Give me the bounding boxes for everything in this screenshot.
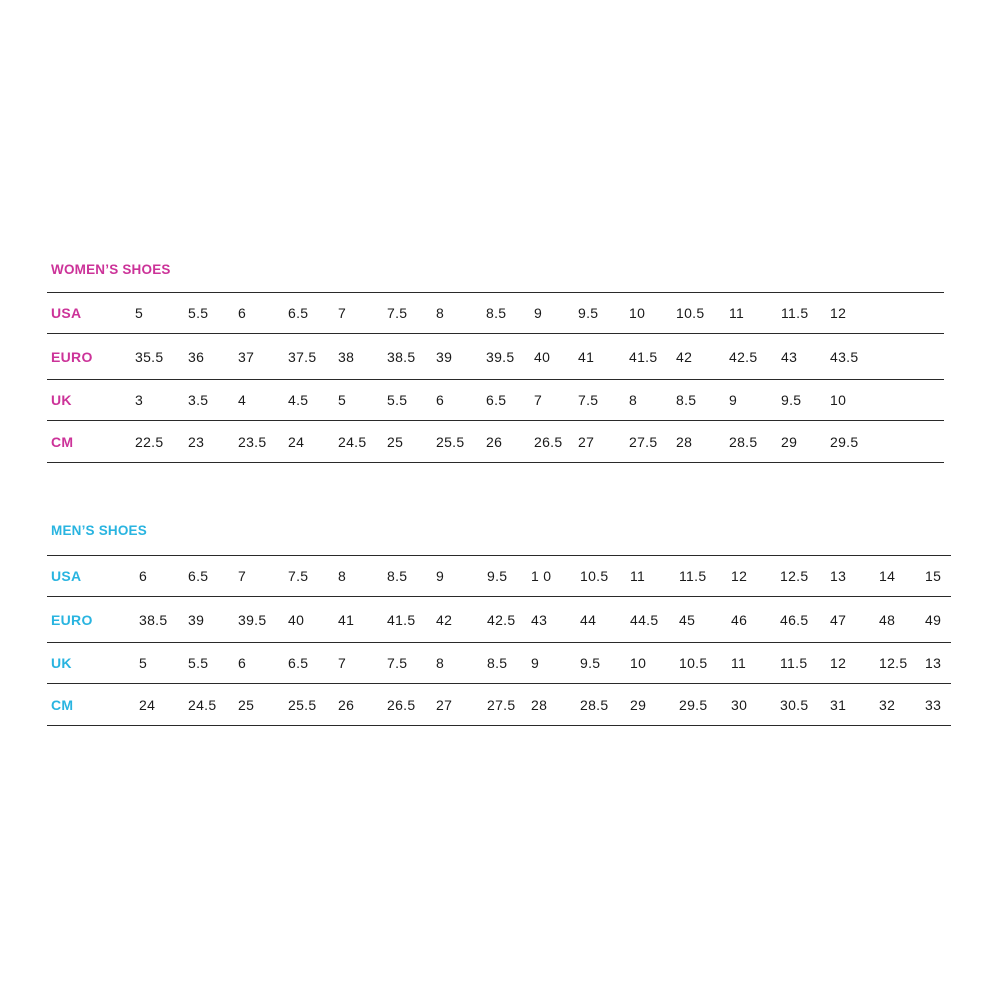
women-row-euro	[47, 333, 944, 379]
size-cell: 42	[436, 611, 453, 628]
size-cell: 29	[781, 433, 798, 450]
size-cell: 42.5	[487, 611, 516, 628]
size-cell: 5.5	[188, 305, 209, 321]
men-size-table	[47, 555, 951, 726]
size-cell: 6.5	[486, 392, 507, 408]
size-cell: 37	[238, 348, 255, 365]
size-cell: 11.5	[781, 305, 809, 321]
size-cell: 32	[879, 696, 896, 713]
size-cell: 46	[731, 611, 748, 628]
row-label: CM	[51, 696, 74, 713]
size-cell: 9	[531, 655, 540, 671]
size-cell: 9	[436, 568, 445, 584]
size-cell: 27	[436, 696, 453, 713]
size-cell: 22.5	[135, 433, 164, 450]
size-cell: 13	[925, 655, 942, 671]
size-cell: 7	[338, 305, 347, 321]
size-cell: 9	[534, 305, 543, 321]
size-cell: 8	[629, 392, 638, 408]
size-cell: 10	[630, 655, 647, 671]
size-cell: 43	[781, 348, 798, 365]
size-cell: 5	[338, 392, 347, 408]
size-cell: 11	[630, 568, 646, 584]
women-row-usa	[47, 292, 944, 333]
size-cell: 28.5	[580, 696, 609, 713]
size-cell: 38.5	[387, 348, 416, 365]
size-cell: 10.5	[580, 568, 609, 584]
size-cell: 6.5	[288, 655, 309, 671]
size-cell: 7.5	[578, 392, 599, 408]
size-cell: 11	[729, 305, 745, 321]
size-cell: 41	[338, 611, 355, 628]
size-cell: 8.5	[486, 305, 507, 321]
size-cell: 39	[436, 348, 453, 365]
men-row-uk	[47, 642, 951, 683]
size-cell: 7	[338, 655, 347, 671]
size-cell: 3.5	[188, 392, 209, 408]
size-cell: 42	[676, 348, 693, 365]
size-cell: 9.5	[487, 568, 508, 584]
row-label: UK	[51, 392, 72, 408]
size-cell: 41.5	[629, 348, 658, 365]
size-cell: 12.5	[879, 655, 908, 671]
size-cell: 11	[731, 655, 747, 671]
size-cell: 8.5	[676, 392, 697, 408]
size-cell: 27	[578, 433, 595, 450]
size-cell: 6	[139, 568, 148, 584]
size-cell: 4	[238, 392, 247, 408]
size-cell: 36	[188, 348, 205, 365]
size-cell: 43	[531, 611, 548, 628]
men-section-title: MEN’S SHOES	[51, 523, 147, 538]
women-row-uk	[47, 379, 944, 420]
size-cell: 24.5	[188, 696, 217, 713]
size-cell: 41.5	[387, 611, 416, 628]
size-cell: 5.5	[188, 655, 209, 671]
size-cell: 6.5	[188, 568, 209, 584]
size-cell: 31	[830, 696, 847, 713]
women-size-table	[47, 292, 944, 463]
size-cell: 7.5	[387, 655, 408, 671]
size-cell: 8	[436, 305, 445, 321]
row-label: USA	[51, 568, 82, 584]
size-cell: 4.5	[288, 392, 309, 408]
size-cell: 42.5	[729, 348, 758, 365]
size-cell: 38.5	[139, 611, 168, 628]
size-cell: 29	[630, 696, 647, 713]
size-cell: 6.5	[288, 305, 309, 321]
size-cell: 8.5	[487, 655, 508, 671]
size-cell: 5	[139, 655, 148, 671]
size-cell: 7	[534, 392, 543, 408]
size-cell: 10.5	[676, 305, 705, 321]
size-cell: 27.5	[629, 433, 658, 450]
size-cell: 26	[486, 433, 503, 450]
row-label: USA	[51, 305, 82, 321]
men-row-cm	[47, 683, 951, 726]
size-cell: 5	[135, 305, 144, 321]
size-cell: 41	[578, 348, 595, 365]
size-cell: 39	[188, 611, 205, 628]
size-cell: 25	[387, 433, 404, 450]
size-cell: 12	[830, 305, 847, 321]
size-cell: 10	[830, 392, 847, 408]
size-cell: 29.5	[830, 433, 859, 450]
size-cell: 40	[288, 611, 305, 628]
size-cell: 37.5	[288, 348, 317, 365]
men-row-usa	[47, 555, 951, 596]
size-cell: 39.5	[486, 348, 515, 365]
row-label: UK	[51, 655, 72, 671]
size-cell: 25	[238, 696, 255, 713]
size-cell: 28	[676, 433, 693, 450]
size-cell: 23	[188, 433, 205, 450]
size-cell: 44	[580, 611, 597, 628]
size-cell: 6	[238, 655, 247, 671]
size-cell: 48	[879, 611, 896, 628]
size-cell: 9.5	[781, 392, 802, 408]
size-cell: 40	[534, 348, 551, 365]
size-cell: 28.5	[729, 433, 758, 450]
size-cell: 47	[830, 611, 847, 628]
size-cell: 29.5	[679, 696, 708, 713]
size-cell: 13	[830, 568, 847, 584]
men-row-euro	[47, 596, 951, 642]
size-cell: 24	[139, 696, 156, 713]
size-cell: 25.5	[436, 433, 465, 450]
women-row-cm	[47, 420, 944, 463]
size-cell: 27.5	[487, 696, 516, 713]
size-cell: 11.5	[679, 568, 707, 584]
row-label: EURO	[51, 611, 93, 628]
size-cell: 9.5	[580, 655, 601, 671]
size-cell: 15	[925, 568, 942, 584]
size-cell: 46.5	[780, 611, 809, 628]
size-cell: 26.5	[534, 433, 563, 450]
size-cell: 9	[729, 392, 738, 408]
size-cell: 44.5	[630, 611, 659, 628]
size-cell: 7.5	[387, 305, 408, 321]
size-cell: 12.5	[780, 568, 809, 584]
size-cell: 5.5	[387, 392, 408, 408]
size-cell: 49	[925, 611, 942, 628]
size-cell: 1 0	[531, 568, 552, 584]
size-cell: 45	[679, 611, 696, 628]
size-cell: 6	[238, 305, 247, 321]
size-cell: 3	[135, 392, 144, 408]
size-cell: 25.5	[288, 696, 317, 713]
size-cell: 8.5	[387, 568, 408, 584]
size-cell: 30.5	[780, 696, 809, 713]
size-cell: 10	[629, 305, 646, 321]
size-cell: 28	[531, 696, 548, 713]
size-cell: 12	[731, 568, 748, 584]
size-cell: 35.5	[135, 348, 164, 365]
size-cell: 10.5	[679, 655, 708, 671]
size-cell: 26.5	[387, 696, 416, 713]
size-cell: 9.5	[578, 305, 599, 321]
row-label: EURO	[51, 348, 93, 365]
size-cell: 24.5	[338, 433, 367, 450]
size-cell: 7.5	[288, 568, 309, 584]
size-cell: 7	[238, 568, 247, 584]
size-cell: 26	[338, 696, 355, 713]
size-cell: 6	[436, 392, 445, 408]
size-cell: 12	[830, 655, 847, 671]
size-cell: 23.5	[238, 433, 267, 450]
size-cell: 30	[731, 696, 748, 713]
size-cell: 24	[288, 433, 305, 450]
size-cell: 43.5	[830, 348, 859, 365]
row-label: CM	[51, 433, 74, 450]
size-cell: 8	[436, 655, 445, 671]
size-cell: 39.5	[238, 611, 267, 628]
size-cell: 38	[338, 348, 355, 365]
size-cell: 11.5	[780, 655, 808, 671]
size-cell: 33	[925, 696, 942, 713]
size-cell: 8	[338, 568, 347, 584]
women-section-title: WOMEN’S SHOES	[51, 262, 171, 277]
size-cell: 14	[879, 568, 896, 584]
